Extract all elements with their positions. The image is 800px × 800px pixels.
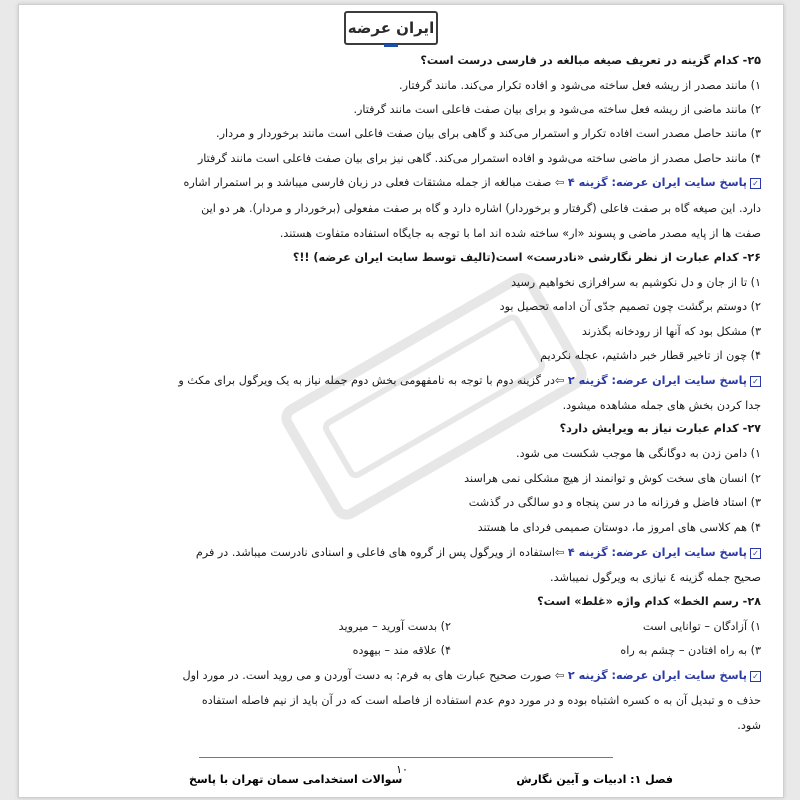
q28-option-1: ۱) آزادگان – توانایی است	[642, 620, 761, 633]
q26-answer-line-2: جدا کردن بخش های جمله مشاهده میشود.	[562, 399, 761, 412]
q28-answer-label: پاسخ سایت ایران عرضه: گزینه ۲	[567, 669, 747, 682]
document-page	[18, 4, 784, 798]
footer-book-title: سوالات استخدامی سمان تهران با پاسخ	[189, 773, 403, 786]
q25-answer-label: پاسخ سایت ایران عرضه: گزینه ۴	[567, 176, 747, 189]
q25-answer-line-3: صفت ها از پایه مصدر ماضی و پسوند «ار» ساخته شده اند اما با توجه به جایگاه استفاده متفاوت هستند.	[279, 227, 761, 240]
q28-option-2: ۲) بدست آورید – میروید	[338, 620, 451, 633]
q25-answer-line-1	[49, 173, 761, 193]
q27-option-1: ۱) دامن زدن به دوگانگی ها موجب شکست می شود.	[516, 447, 761, 460]
footer-chapter: فصل ۱: ادبیات و آیین نگارش	[516, 773, 673, 786]
q26-option-3: ۳) مشکل بود که آنها از رودخانه بگذرند	[581, 325, 761, 338]
q27-option-4: ۴) هم کلاسی های امروز ما، دوستان صمیمی فردای ما هستند	[477, 521, 761, 534]
checkbox-icon: ✓	[750, 548, 761, 559]
q27-answer-label: پاسخ سایت ایران عرضه: گزینه ۴	[567, 546, 747, 559]
q28-answer-line-1	[49, 666, 761, 686]
q28-options-row-2	[49, 641, 761, 661]
logo-text: ایران عرضه	[347, 19, 435, 37]
checkbox-icon: ✓	[750, 178, 761, 189]
q28-answer-line-3: شود.	[737, 719, 761, 732]
site-logo	[344, 11, 438, 45]
question-26: ۲۶- کدام عبارت از نظر نگارشی «نادرست» است(تالیف توسط سایت ایران عرضه) !!؟	[292, 251, 761, 264]
q28-option-3: ۳) به راه افتادن – چشم به راه	[620, 644, 761, 657]
q28-options-row-1	[49, 617, 761, 637]
footer-divider	[199, 757, 613, 758]
q25-answer-text-1: ⇦ صفت مبالغه از جمله مشتقات فعلی در زبان فارسی میباشد و بر استمرار اشاره	[183, 176, 565, 189]
checkbox-icon: ✓	[750, 376, 761, 387]
q26-answer-text-1: ⇦در گزینه دوم با توجه به نامفهومی بخش دوم جمله نیاز به یک ویرگول برای مکث و	[178, 374, 565, 387]
q28-answer-text-1: ⇦ صورت صحیح عبارت های به فرم: به دست آوردن و می روید است. در مورد اول	[182, 669, 565, 682]
logo-underline	[384, 44, 398, 47]
checkbox-icon: ✓	[750, 671, 761, 682]
q27-option-3: ۳) استاد فاضل و فرزانه ما در سن پنجاه و دو سالگی در گذشت	[468, 496, 761, 509]
q26-answer-label: پاسخ سایت ایران عرضه: گزینه ۲	[567, 374, 747, 387]
q26-option-1: ۱) تا از جان و دل نکوشیم به سرافرازی نخواهیم رسید	[511, 276, 761, 289]
q26-option-4: ۴) چون از تاخیر قطار خبر داشتیم، عجله نکردیم	[540, 349, 761, 362]
q26-option-2: ۲) دوستم برگشت چون تصمیم جدّی آن ادامه تحصیل بود	[499, 300, 761, 313]
page-number: ۱۰	[396, 763, 408, 776]
q27-answer-line-1	[49, 543, 761, 563]
q27-answer-line-2: صحیح جمله گزینه ٤ نیازی به ویرگول نمیباشد.	[550, 571, 761, 584]
q25-option-1: ۱) مانند مصدر از ریشه فعل ساخته می‌شود و افاده تکرار می‌کند. مانند گرفتار.	[399, 79, 761, 92]
question-28: ۲۸- رسم الخط» کدام واژه «غلط» است؟	[537, 595, 761, 608]
q27-answer-text-1: ⇦استفاده از ویرگول پس از گروه های فاعلی و اسنادی نادرست میباشد. در فرم	[195, 546, 565, 559]
q25-option-2: ۲) مانند ماضی از ریشه فعل ساخته می‌شود و برای بیان صفت فاعلی است مانند گرفتار.	[353, 103, 761, 116]
q27-option-2: ۲) انسان های سخت کوش و توانمند از هیچ مشکلی نمی هراسند	[464, 472, 761, 485]
question-27: ۲۷- کدام عبارت نیاز به ویرایش دارد؟	[559, 422, 761, 435]
q25-answer-line-2: دارد. این صیغه گاه بر صفت فاعلی (گرفتار و برخوردار) اشاره دارد و گاه بر صفت مفعولی (برخوردار و مردار). هر دو این	[201, 202, 761, 215]
q26-answer-line-1	[49, 371, 761, 391]
q25-option-3: ۳) مانند حاصل مصدر است افاده تکرار و استمرار می‌کند و گاهی برای بیان صفت فاعلی است مانند برخوردار و مردار.	[216, 127, 761, 140]
q25-option-4: ۴) مانند حاصل مصدر از ماضی ساخته می‌شود و افاده استمرار می‌کند. گاهی نیز برای بیان صفت فاعلی است مانند گرفتار	[197, 152, 761, 165]
q28-answer-line-2: حذف ه و تبدیل آن به ه کسره اشتباه بوده و در مورد دوم عدم استفاده از فاصله است که در آن باید از نیم فاصله استفاده	[201, 694, 761, 707]
question-25: ۲۵- کدام گزینه در تعریف صیغه مبالغه در فارسی درست است؟	[420, 54, 761, 67]
q28-option-4: ۴) علاقه مند – بیهوده	[352, 644, 451, 657]
